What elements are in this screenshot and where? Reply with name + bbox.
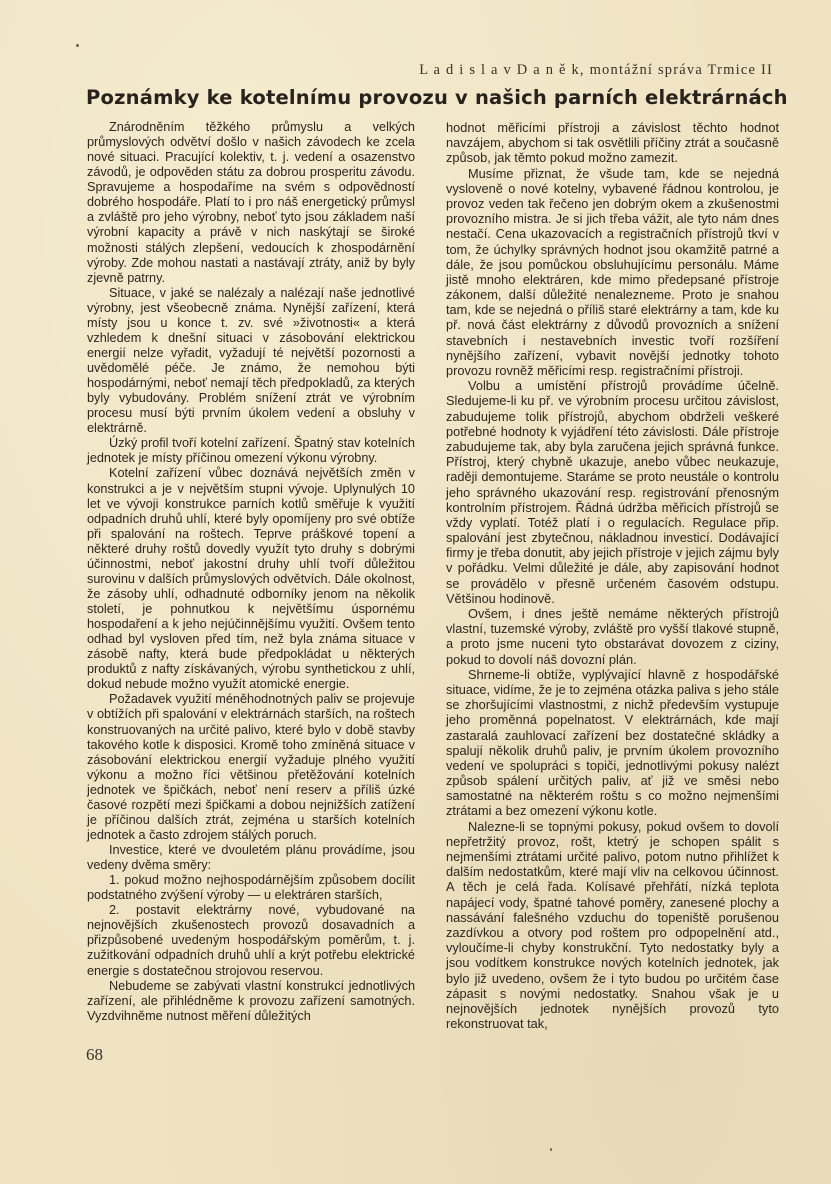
paragraph: Úzký profil tvoří kotelní zařízení. Špatný stav kotelních jednotek je místy příčinou omezení výkonu výrobny. <box>87 436 415 466</box>
paragraph: Shrneme-li obtíže, vyplývající hlavně z hospodářské situace, vidíme, že je to zejména otázka paliva s jeho stále se zhoršujícími vlastnostmi, z nichž především vystupuje jeho proměnná popelnatost. V elektrárnách, kde mají zastaralá zauhlovací zařízení bez dostatečné skládky a spalují několik druhů paliv, je prvním úkolem provozního vedení ve spolupráci s topiči, jednotlivými pokusy nalézt způsob spálení určitých paliv, ať již ve směsi nebo samostatné na některém roštu s co možno nejmenšími ztrátami a bez omezení výkonu kotle. <box>446 666 779 819</box>
paragraph: Znárodněním těžkého průmyslu a velkých průmyslových odvětví došlo v našich závodech ke zcela nové situaci. Pracující kolektiv, t. j. vedení a osazenstvo závodů, je odpověden státu za dobrou prosperitu závodu. Spravujeme a hospodaříme na svém s odpovědností dobrého hospodáře. Platí to i pro náš energetický průmysl a zvláště pro jeho výrobny, neboť tyto jsou základem naší výrobní kapacity a právě v nich naskýtají se široké možnosti stálých zlepšení, vedoucích k zhospodárnění výroby. Zde mohou nastati a nastávají ztráty, aniž by byly zjevně patrny. <box>87 120 415 285</box>
paragraph: Musíme přiznat, že všude tam, kde se nejedná vysloveně o nové kotelny, vybavené řádnou kontrolou, je provoz veden tak řečeno jen dobrým okem a zkušenostmi provozního mistra. Je si jich třeba vážit, ale tyto nám dnes nestačí. Cena ukazovacích a registračních přístrojů tkví v tom, že úchylky správných hodnot jsou okamžitě patrné a dále, že jsou pomůckou obsluhujícímu personálu. Máme jistě mnoho elektráren, kde mimo předepsané přístroje zákonem, další důležité nenalezneme. Proto je snahou tam, kde se nejedná o příliš staré elektrárny a tam, kde ku př. nová část elektrárny z důvodů provozních a snížení stavebních i nestavebních investic tvoří rozšíření nynějšího zařízení, vybavit novější jednotky tohoto provozu rovněž měřicími resp. registračními přístroji. <box>446 165 779 378</box>
print-speck <box>76 44 79 47</box>
paragraph: Volbu a umístění přístrojů provádíme účelně. Sledujeme-li ku př. ve výrobním procesu určitou závislost, zabudujeme tolik přístrojů, abychom obdrželi veškeré potřebné hodnoty k vyjádření této závislosti. Dále přístroje zabudujeme tak, aby byla zaručena jejich správná funkce. Přístroj, který chybně ukazuje, anebo vůbec neukazuje, raději demontujeme. Staráme se proto neustále o kontrolu jeho správného ukazování resp. registrování přenosným kontrolním přístrojem. Řádná údržba měřicích přístrojů se vždy vyplatí. Totéž platí i o regulacích. Regulace přip. spalování jest zbytečnou, nákladnou investicí. Dodávající firmy je třeba donutit, aby jejich přístroje v jejich zájmu byly v pořádku. Velmi důležité je dále, aby zapisování hodnot se provádělo v přesně určeném časovém odstupu. Většinou hodinově. <box>446 378 779 606</box>
paragraph: Požadavek využití méněhodnotných paliv se projevuje v obtížích při spalování v elektrárnách starších, na roštech konstruovaných na určité palivo, které bylo v době stavby takového kotle k disposici. Kromě toho zmíněná situace v zásobování elektrickou energií vyžaduje plného využití výkonu a možno říci většinou přetěžování kotelních jednotek ve špičkách, neboť není reserv a příliš úzké časové rozpětí mezi špičkami a dobou nejnižších zatížení je příčinou dalších ztrát, zejména u starších kotelních jednotek a často zdrojem stálých poruch. <box>87 692 415 842</box>
paragraph: Nebudeme se zabývati vlastní konstrukcí jednotlivých zařízení, ale přihlédněme k provozu zařízení samotných. Vyzdvihněme nutnost měření důležitých <box>87 978 415 1023</box>
page-number: 68 <box>86 1045 103 1064</box>
paragraph: Nalezne-li se topnými pokusy, pokud ovšem to dovolí nepřetržitý provoz, rošt, ktetrý je schopen spálit s nejmenšími ztrátami určité palivo, potom nutno přihlížet k dalším nedostatkům, které mají vliv na celkovou účinnost. A těch je celá řada. Kolísavé přehřátí, nízká teplota napájecí vody, špatné tahové poměry, zanesené plochy a nassávání falešného vzduchu do topeniště porušenou zazdívkou a otvory pod roštem pro odpopelnění atd., vyloučíme-li chyby konstrukční. Tyto nedostatky byly a jsou vodítkem konstrukce nových kotelních jednotek, jak bylo již uvedeno, ovšem že i tyto budou po určitém čase zápasit s novými nedostatky. Snahou však je u nejnovějších jednotek nynějších provozů tyto rekonstruovat tak, <box>446 818 779 1032</box>
paragraph: Situace, v jaké se nalézaly a nalézají naše jednotlivé výrobny, jest všeobecně známa. Nynější zařízení, která místy jsou u konce t. zv. své »životnosti« a která vzhledem k dnešní situaci v zásobování elektrickou energií nelze vyřadit, vyžadují té největší pozornosti a uvědomělé péče. Je známo, že nemohou býti hospodárnými, neboť nemají těch předpokladů, za kterých byly vybudovány. Problém snížení ztrát ve výrobním procesu musí býti prvním úkolem vedení a obsluhy v elektrárně. <box>87 285 415 436</box>
author-byline: L a d i s l a v D a n ě k, montážní správa Trmice II <box>419 62 773 78</box>
print-speck <box>550 1148 552 1151</box>
paragraph: Kotelní zařízení vůbec doznává největších změn v konstrukci a je v největším stupni vývoje. Uplynulých 10 let ve vývoji konstrukce parních kotlů směřuje k využití odpadních druhů uhlí, které byly opomíjeny pro své obtíže při spalování na roštech. Teprve práškové topení a některé druhy roštů dovedly využít tyto druhy s dobrými účinnostmi, neboť jakostní druhy uhlí tvoří důležitou surovinu v dalších průmyslových odvětvích. Dále okolnost, že zásoby uhlí, odhadnuté odborníky jenom na několik století, je pohnutkou k největšímu úspornému hospodaření a k jeho nejúčinnějšímu využití. Ovšem tento odhad byl vysloven před tím, než byla známa situace v zásobě nafty, která bude předpokládat u některých produktů z nafty získávaných, výrobu synthetickou z uhlí, dokud nebude možno využít atomické energie. <box>87 466 415 692</box>
article-title: Poznámky ke kotelnímu provozu v našich parních elektrárnách <box>86 86 788 109</box>
list-item: 1. pokud možno nejhospodárnějším způsobem docílit podstatného zvýšení výroby — u elektráren starších, <box>87 873 415 903</box>
left-column <box>87 120 415 1024</box>
paragraph: Investice, které ve dvouletém plánu provádíme, jsou vedeny dvěma směry: <box>87 843 415 873</box>
list-item: 2. postavit elektrárny nové, vybudované na nejnovějších zkušenostech provozů dosavadních a přizpůsobené uvedeným hospodářským poměrům, t. j. zužitkování odpadních druhů uhlí a krýt potřebu elektrické energie s dostatečnou strojovou reservou. <box>87 903 415 978</box>
right-column <box>446 120 779 1031</box>
paragraph: Ovšem, i dnes ještě nemáme některých přístrojů vlastní, tuzemské výroby, zvláště pro vyšší tlakové stupně, a proto jsme nuceni tyto obstarávat dovozem z ciziny, pokud to dovolí náš dovozní plán. <box>446 606 779 667</box>
paragraph-continued: hodnot měřicími přístroji a závislost těchto hodnot navzájem, abychom si tak osvětlili příčiny ztrát a současně způsob, jak těmto pokud možno zamezit. <box>446 120 779 166</box>
